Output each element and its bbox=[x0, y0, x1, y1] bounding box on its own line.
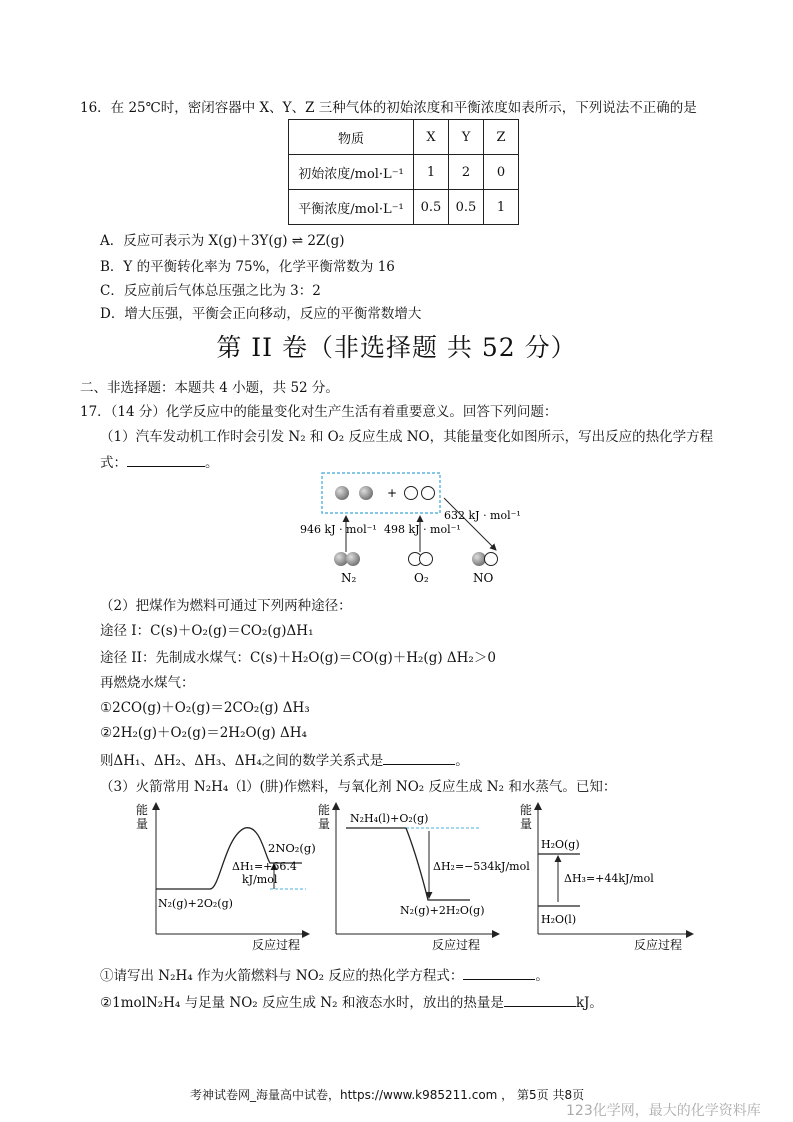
q17-part3-q2 bbox=[100, 991, 603, 1011]
table-header-cell: Z bbox=[484, 120, 519, 155]
q17-part2-ask bbox=[100, 749, 469, 769]
table-row bbox=[289, 190, 519, 225]
q17-part1-label: 式： bbox=[100, 455, 127, 471]
table-cell: 0 bbox=[484, 155, 519, 190]
route-2: 途径 II：先制成水煤气：C(s)＋H₂O(g)＝CO(g)＋H₂(g) ΔH₂＞0 bbox=[100, 650, 496, 666]
period: 。 bbox=[455, 753, 469, 769]
graph3-top: H₂O(g) bbox=[541, 838, 580, 851]
section-title: 第 II 卷（非选择题 共 52 分） bbox=[216, 333, 577, 362]
o-atom-icon bbox=[422, 487, 435, 500]
energy-n2-label: 946 kJ · mol⁻¹ bbox=[300, 523, 377, 536]
y-axis-label: 量 bbox=[520, 817, 533, 831]
table-row-label: 初始浓度/mol·L⁻¹ bbox=[289, 155, 414, 190]
section-intro: 二、非选择题：本题共 4 小题，共 52 分。 bbox=[80, 380, 339, 396]
table-row bbox=[289, 155, 519, 190]
q17-part3-q2-text: ②1molN₂H₄ 与足量 NO₂ 反应生成 N₂ 和液态水时，放出的热量是 bbox=[100, 995, 504, 1011]
y-axis-label: 量 bbox=[318, 817, 331, 831]
q17-part2-head: （2）把煤作为燃料可通过下列两种途径： bbox=[100, 598, 352, 614]
period: 。 bbox=[205, 455, 219, 471]
then-burn: 再燃烧水煤气： bbox=[100, 675, 195, 691]
table-header-cell: X bbox=[414, 120, 449, 155]
q17-part1-line1: （1）汽车发动机工作时会引发 N₂ 和 O₂ 反应生成 NO，其能量变化如图所示，写出反应的热化学方程 bbox=[100, 429, 714, 445]
answer-blank bbox=[504, 992, 576, 1007]
table-cell: 2 bbox=[449, 155, 484, 190]
watermark: 123化学网，最大的化学资料库 bbox=[566, 1103, 761, 1119]
bond-energy-diagram bbox=[290, 466, 540, 590]
unit: kJ。 bbox=[575, 995, 603, 1011]
q17-part1-line2 bbox=[100, 451, 219, 471]
n-atom-icon bbox=[359, 486, 373, 500]
energy-graph-1 bbox=[136, 802, 316, 952]
graph3-dh: ΔH₃=+44kJ/mol bbox=[564, 872, 654, 885]
q16-stem: 16．在 25℃时，密闭容器中 X、Y、Z 三种气体的初始浓度和平衡浓度如表所示，下列说法不正确的是 bbox=[80, 100, 697, 116]
table-header-cell: Y bbox=[449, 120, 484, 155]
graph2-product: N₂(g)+2H₂O(g) bbox=[400, 904, 485, 917]
table-cell: 1 bbox=[484, 190, 519, 225]
q16-option-a: A．反应可表示为 X(g)＋3Y(g) ⇌ 2Z(g) bbox=[100, 233, 345, 249]
table-cell: 0.5 bbox=[414, 190, 449, 225]
x-axis-label: 反应过程 bbox=[432, 938, 481, 952]
no-label: NO bbox=[473, 571, 494, 585]
page-footer: 考神试卷网_海量高中试卷，https://www.k985211.com ， 第5页 共8页 bbox=[190, 1088, 585, 1102]
graph1-unit: kJ/mol bbox=[242, 873, 278, 886]
o-atom-icon bbox=[405, 487, 418, 500]
table-cell: 0.5 bbox=[449, 190, 484, 225]
y-axis-label: 能 bbox=[318, 803, 331, 817]
energy-no-label: 632 kJ · mol⁻¹ bbox=[444, 509, 521, 522]
q17-part3-q1 bbox=[100, 964, 549, 984]
graph2-dh: ΔH₂=−534kJ/mol bbox=[433, 860, 530, 873]
x-axis-label: 反应过程 bbox=[634, 938, 683, 952]
n2-molecule-icon bbox=[334, 552, 348, 566]
graph1-dh: ΔH₁=+66.4 bbox=[232, 860, 297, 873]
energy-graph-2 bbox=[318, 802, 533, 952]
plus-sign: + bbox=[387, 486, 398, 500]
table-cell: 1 bbox=[414, 155, 449, 190]
route-1: 途径 I：C(s)＋O₂(g)＝CO₂(g)ΔH₁ bbox=[100, 623, 314, 639]
table-row-label: 平衡浓度/mol·L⁻¹ bbox=[289, 190, 414, 225]
graph2-reactant: N₂H₄(l)+O₂(g) bbox=[350, 812, 429, 825]
concentration-table bbox=[288, 119, 519, 225]
graph3-bottom: H₂O(l) bbox=[541, 913, 577, 926]
energy-o2-label: 498 kJ · mol⁻¹ bbox=[384, 523, 461, 536]
equation-1: ①2CO(g)＋O₂(g)＝2CO₂(g) ΔH₃ bbox=[100, 700, 310, 716]
energy-graphs bbox=[130, 796, 700, 958]
energy-graph-3 bbox=[520, 802, 690, 952]
x-axis-label: 反应过程 bbox=[252, 938, 301, 952]
reaction-curve bbox=[156, 828, 302, 889]
q16-option-b: B．Y 的平衡转化率为 75%，化学平衡常数为 16 bbox=[100, 259, 395, 275]
q17-part3-head: （3）火箭常用 N₂H₄（l）(肼)作燃料，与氧化剂 NO₂ 反应生成 N₂ 和水蒸气。已知： bbox=[100, 779, 617, 795]
q17-stem: 17．（14 分）化学反应中的能量变化对生产生活有着重要意义。回答下列问题： bbox=[80, 404, 558, 420]
o2-label: O₂ bbox=[414, 571, 429, 585]
graph1-product: 2NO₂(g) bbox=[268, 841, 316, 855]
graph1-reactant: N₂(g)+2O₂(g) bbox=[158, 897, 233, 910]
table-header-row bbox=[289, 120, 519, 155]
q17-part2-ask-text: 则ΔH₁、ΔH₂、ΔH₃、ΔH₄之间的数学关系式是 bbox=[100, 753, 384, 769]
answer-blank bbox=[463, 965, 535, 980]
answer-blank bbox=[383, 750, 455, 765]
equation-2: ②2H₂(g)＋O₂(g)＝2H₂O(g) ΔH₄ bbox=[100, 725, 307, 741]
y-axis-label: 量 bbox=[136, 817, 149, 831]
y-axis-label: 能 bbox=[520, 803, 533, 817]
y-axis-label: 能 bbox=[136, 803, 149, 817]
no-molecule-icon bbox=[472, 552, 486, 566]
n2-label: N₂ bbox=[341, 571, 357, 585]
answer-blank bbox=[127, 452, 205, 467]
n-atom-icon bbox=[335, 486, 349, 500]
table-header-cell: 物质 bbox=[289, 120, 414, 155]
q17-part3-q1-text: ①请写出 N₂H₄ 作为火箭燃料与 NO₂ 反应的热化学方程式： bbox=[100, 968, 464, 984]
period: 。 bbox=[535, 968, 549, 984]
q16-option-c: C．反应前后气体总压强之比为 3：2 bbox=[100, 283, 321, 299]
q16-option-d: D．增大压强，平衡会正向移动，反应的平衡常数增大 bbox=[100, 306, 422, 322]
